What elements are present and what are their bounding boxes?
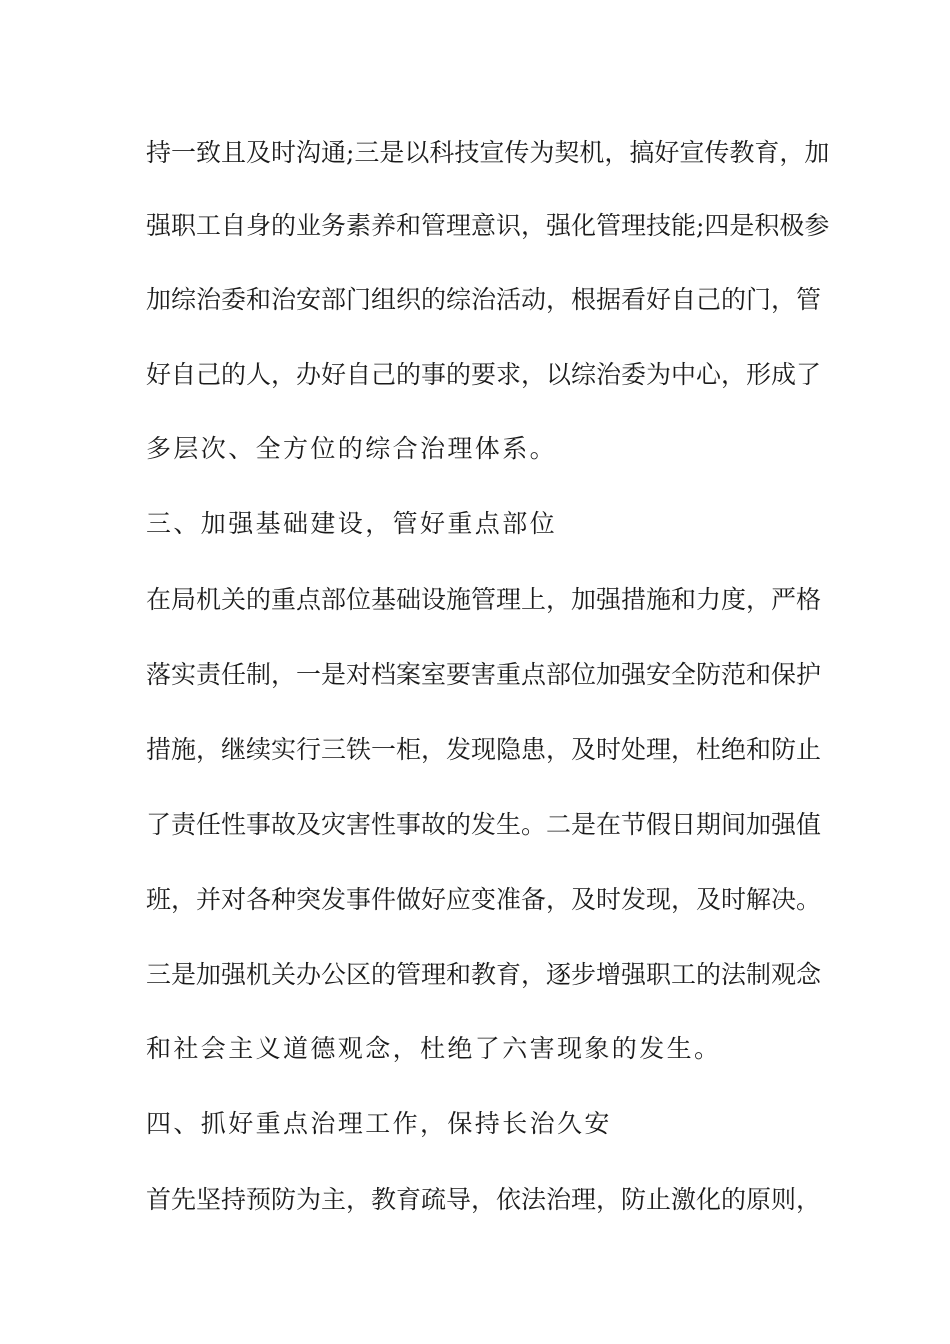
paragraph-line-10: 班，并对各种突发事件做好应变准备，及时发现，及时解决。 bbox=[146, 885, 822, 914]
paragraph-line-3: 加综治委和治安部门组织的综治活动，根据看好自己的门，管 bbox=[146, 285, 822, 314]
paragraph-line-12: 和社会主义道德观念，杜绝了六害现象的发生。 bbox=[146, 1034, 722, 1063]
paragraph-line-6: 在局机关的重点部位基础设施管理上，加强措施和力度，严格 bbox=[146, 585, 822, 614]
paragraph-line-13: 首先坚持预防为主，教育疏导，依法治理，防止激化的原则， bbox=[146, 1185, 822, 1214]
section-heading-4: 四、抓好重点治理工作，保持长治久安 bbox=[146, 1109, 612, 1138]
paragraph-line-7: 落实责任制，一是对档案室要害重点部位加强安全防范和保护 bbox=[146, 660, 822, 689]
paragraph-line-5: 多层次、全方位的综合治理体系。 bbox=[146, 434, 558, 463]
paragraph-line-2: 强职工自身的业务素养和管理意识，强化管理技能;四是积极参 bbox=[146, 211, 830, 240]
paragraph-line-8: 措施，继续实行三铁一柜，发现隐患，及时处理，杜绝和防止 bbox=[146, 735, 822, 764]
section-heading-3: 三、加强基础建设，管好重点部位 bbox=[146, 509, 558, 538]
paragraph-line-9: 了责任性事故及灾害性事故的发生。二是在节假日期间加强值 bbox=[146, 810, 822, 839]
paragraph-line-1: 持一致且及时沟通;三是以科技宣传为契机，搞好宣传教育，加 bbox=[146, 138, 830, 167]
paragraph-line-11: 三是加强机关办公区的管理和教育，逐步增强职工的法制观念 bbox=[146, 960, 822, 989]
paragraph-line-4: 好自己的人，办好自己的事的要求，以综治委为中心，形成了 bbox=[146, 360, 822, 389]
